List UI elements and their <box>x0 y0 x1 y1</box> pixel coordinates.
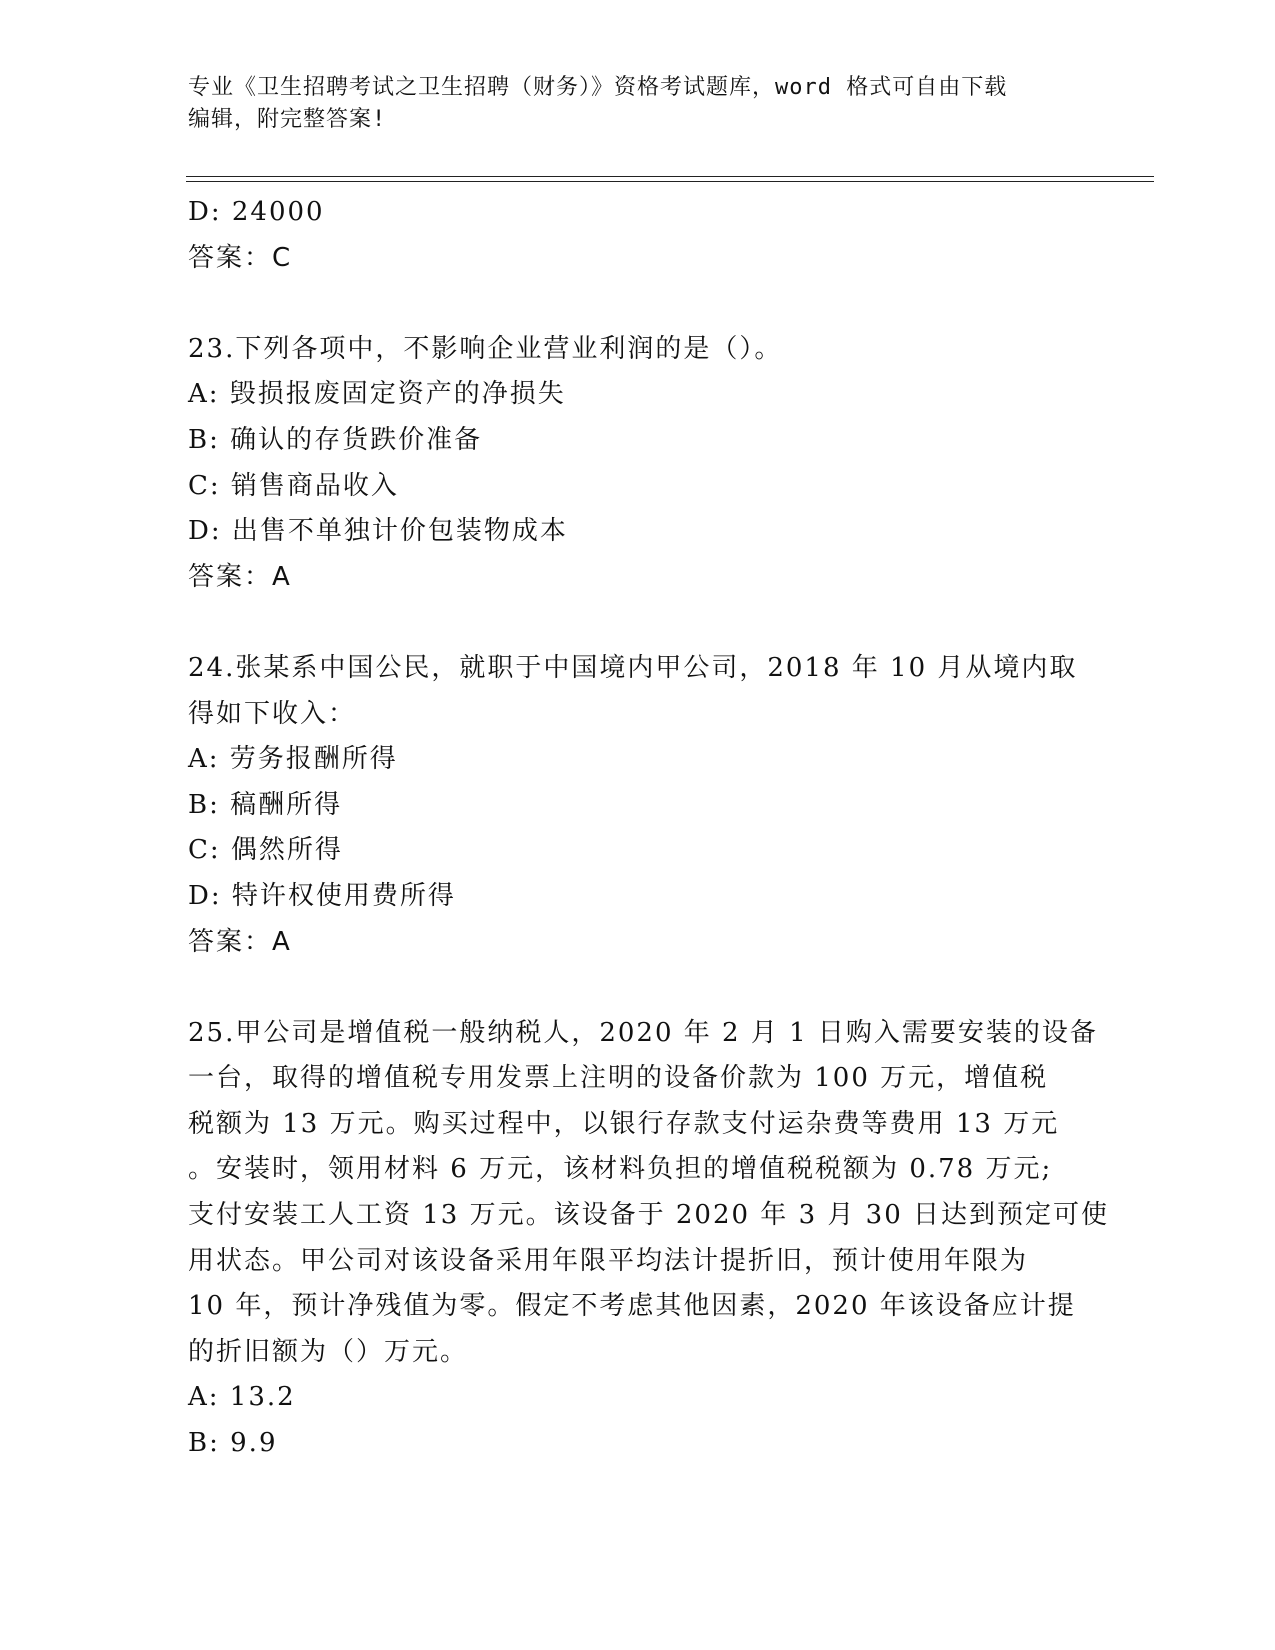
q23-answer: 答案：A <box>188 561 292 592</box>
header-divider-top <box>186 176 1154 177</box>
q25-stem-line: 10 年，预计净残值为零。假定不考虑其他因素，2020 年该设备应计提 <box>188 1291 1076 1322</box>
q24-stem-line: 24.张某系中国公民，就职于中国境内甲公司，2018 年 10 月从境内取 <box>188 652 1078 683</box>
q23-option-d: D: 出售不单独计价包装物成本 <box>188 516 568 547</box>
q22-answer: 答案：C <box>188 242 293 273</box>
q25-stem-line: 的折旧额为（）万元。 <box>188 1336 469 1367</box>
q23-option-b: B: 确认的存货跌价准备 <box>188 424 483 455</box>
q24-answer: 答案：A <box>188 926 292 957</box>
q23-option-c: C: 销售商品收入 <box>188 470 399 501</box>
header-line-2: 编辑，附完整答案! <box>188 107 387 132</box>
q24-option-c: C: 偶然所得 <box>188 835 343 866</box>
q25-stem-line: 支付安装工人工资 13 万元。该设备于 2020 年 3 月 30 日达到预定可使 <box>188 1200 1109 1231</box>
q25-option-a: A: 13.2 <box>188 1382 296 1413</box>
q25-stem-line: 税额为 13 万元。购买过程中，以银行存款支付运杂费等费用 13 万元 <box>188 1108 1060 1139</box>
q24-option-a: A: 劳务报酬所得 <box>188 744 398 775</box>
document-header <box>188 72 1088 136</box>
q24-option-d: D: 特许权使用费所得 <box>188 880 456 911</box>
spacer <box>188 281 1088 327</box>
q23-stem: 23.下列各项中，不影响企业营业利润的是（）。 <box>188 333 783 364</box>
header-line-1: 专业《卫生招聘考试之卫生招聘（财务）》资格考试题库，word 格式可自由下载 <box>188 75 1008 100</box>
q24-stem-line: 得如下收入： <box>188 698 357 729</box>
q22-option-d: D: 24000 <box>188 197 325 227</box>
q25-option-b: B: 9.9 <box>188 1428 278 1459</box>
q25-stem-line: 25.甲公司是增值税一般纳税人，2020 年 2 月 1 日购入需要安装的设备 <box>188 1017 1098 1048</box>
question-list <box>188 190 1109 1467</box>
q23-option-a: A: 毁损报废固定资产的净损失 <box>188 379 566 410</box>
header-divider-bottom <box>186 181 1154 182</box>
q25-stem-line: 一台，取得的增值税专用发票上注明的设备价款为 100 万元，增值税 <box>188 1063 1049 1094</box>
spacer <box>188 600 1088 646</box>
q25-stem-line: 。安装时，领用材料 6 万元，该材料负担的增值税税额为 0.78 万元; <box>188 1154 1053 1185</box>
spacer <box>188 965 1088 1011</box>
q24-option-b: B: 稿酬所得 <box>188 789 343 820</box>
q25-stem-line: 用状态。甲公司对该设备采用年限平均法计提折旧，预计使用年限为 <box>188 1245 1029 1276</box>
